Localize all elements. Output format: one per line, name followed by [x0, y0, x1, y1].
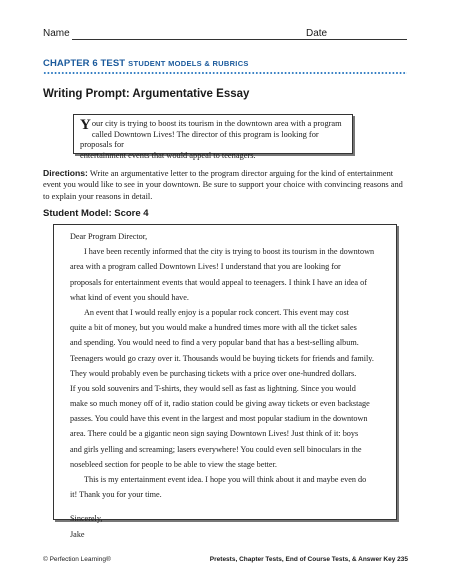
directions-label: Directions: — [43, 168, 88, 178]
letter-line: passes. You could have this event in the largest and most popular stadium in the downtown — [70, 414, 368, 424]
letter-line: If you sold souvenirs and T-shirts, they would sell as fast as lightning. Since you would — [70, 383, 356, 393]
letter-line: area with a program called Downtown Lives! I understand that you are looking for — [70, 262, 341, 272]
model-heading: Student Model: Score 4 — [43, 208, 149, 219]
letter-line: what kind of event you should have. — [70, 292, 189, 302]
letter-line: This is my entertainment event idea. I hope you will think about it and maybe even do — [84, 475, 367, 484]
prompt-line: called Downtown Lives! The director of this program is looking for proposals for — [80, 129, 319, 149]
letter-line: and girls yelling and screaming; lasers everywhere! You could even sell binoculars in the — [70, 444, 362, 454]
letter-closing: Sincerely, — [70, 514, 103, 524]
letter-line: area. There could be a gigantic neon sign saying Downtown Lives! Just think of it: boys — [70, 429, 359, 439]
letter-line: quite a bit of money, but you would make a hundred times more with all the ticket sales — [70, 323, 357, 333]
letter-line: and spending. You would need to find a very popular band that has a best-selling album. — [70, 338, 359, 348]
letter-line: make so much money off of it, radio station could be giving away tickets or even backstage — [70, 399, 370, 409]
letter-line: Teenagers would go crazy over it. Thousands would be buying tickets for friends and family. — [70, 353, 374, 363]
dotted-divider — [43, 72, 407, 74]
date-blank — [330, 28, 407, 40]
name-date-line — [43, 28, 407, 42]
letter-salutation: Dear Program Director, — [70, 232, 148, 241]
directions-line: to explain your reasons in detail. — [43, 191, 153, 201]
letter-line: An event that I would really enjoy is a popular rock concert. This event may cost — [84, 307, 349, 317]
letter-line: proposals for entertainment events that would appeal to teenagers. I think I have an idea of — [70, 277, 367, 287]
prompt-dropcap: Y — [80, 117, 91, 133]
chapter-title: CHAPTER 6 TEST — [43, 58, 126, 69]
prompt-line: entertainment events that would appeal to teenagers. — [80, 150, 256, 160]
footer-publisher: © Perfection Learning® — [43, 556, 111, 563]
prompt-box — [73, 114, 353, 160]
letter-line: I have been recently informed that the city is trying to boost its tourism in the downtown — [84, 247, 375, 257]
letter-signature: Jake — [70, 529, 85, 539]
directions-line: event you would like to see in your downtown. Be sure to support your choice with convincing reasons and — [43, 180, 403, 190]
directions — [43, 168, 411, 202]
chapter-subtitle: STUDENT MODELS & RUBRICS — [128, 59, 249, 68]
letter-line: it! Thank you for your time. — [70, 490, 162, 500]
student-letter — [70, 229, 390, 542]
footer-page-info: Pretests, Chapter Tests, End of Course Tests, & Answer Key 235 — [209, 556, 408, 563]
letter-line: nosebleed section for people to be able to view the stage better. — [70, 459, 277, 469]
chapter-header — [43, 58, 249, 69]
name-blank — [72, 28, 344, 40]
date-label: Date — [306, 28, 328, 39]
prompt-line: our city is trying to boost its tourism in the downtown area with a program — [91, 119, 342, 128]
name-label: Name — [43, 28, 70, 39]
directions-line: Write an argumentative letter to the program director arguing for the kind of entertainment — [87, 169, 394, 178]
letter-line: They would probably even be purchasing tickets with a price over one-hundred dollars. — [70, 368, 357, 378]
prompt-heading: Writing Prompt: Argumentative Essay — [43, 88, 250, 100]
